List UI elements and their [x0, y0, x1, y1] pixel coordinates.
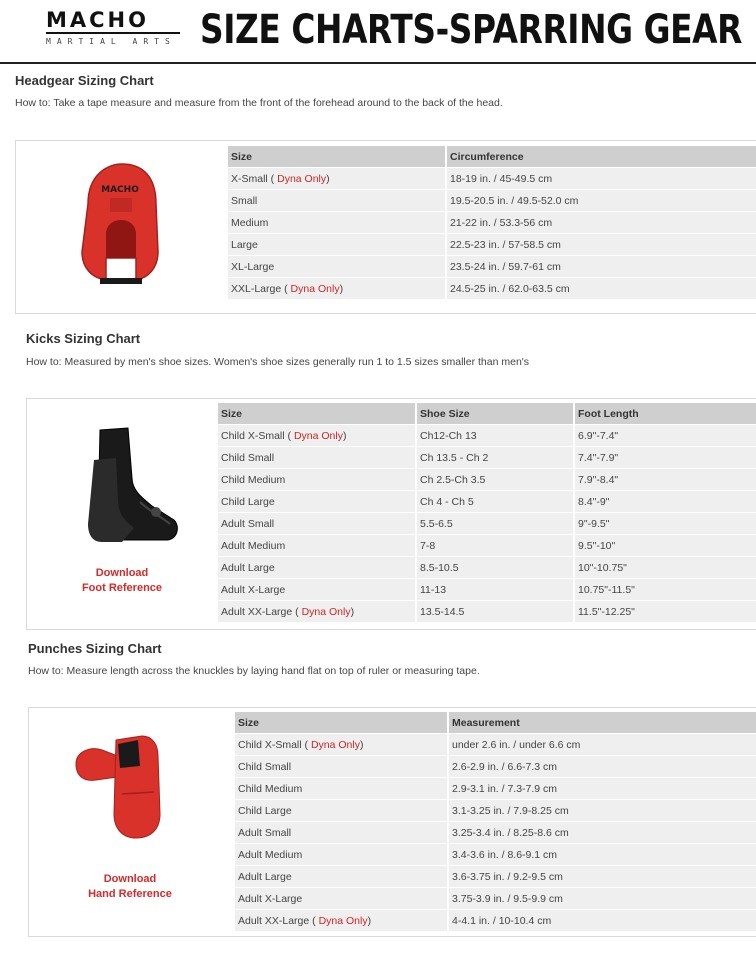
- kicks-section-title: Kicks Sizing Chart: [26, 331, 141, 346]
- table-row: [218, 469, 756, 491]
- size-label: Adult Large: [238, 870, 292, 883]
- table-row: [218, 601, 756, 623]
- shoe-cell: 5.5-6.5: [416, 513, 574, 535]
- table-row: [235, 910, 756, 932]
- size-cell: Adult XX-Large ( Dyna Only): [218, 601, 416, 623]
- length-cell: 8.4"-9": [574, 491, 756, 513]
- circumference-cell: 23.5-24 in. / 59.7-61 cm: [446, 256, 756, 278]
- shoe-cell: 7-8: [416, 535, 574, 557]
- download-hand-reference-link[interactable]: [80, 872, 180, 902]
- size-cell: [235, 888, 448, 910]
- measurement-cell: 4-4.1 in. / 10-10.4 cm: [448, 910, 756, 932]
- punches-section-title: Punches Sizing Chart: [28, 641, 162, 656]
- size-cell: [228, 190, 446, 212]
- measurement-cell: 3.1-3.25 in. / 7.9-8.25 cm: [448, 800, 756, 822]
- size-cell: Child X-Small ( Dyna Only): [235, 734, 448, 756]
- kicks-image: [82, 420, 182, 548]
- size-cell: [235, 800, 448, 822]
- dyna-only-note: Dyna Only: [293, 429, 343, 442]
- shoe-cell: 11-13: [416, 579, 574, 601]
- size-label: Child Large: [221, 495, 275, 508]
- size-label: Child X-Small: [238, 738, 302, 751]
- measurement-cell: 2.6-2.9 in. / 6.6-7.3 cm: [448, 756, 756, 778]
- size-label: Adult X-Large: [221, 583, 286, 596]
- measurement-cell: 2.9-3.1 in. / 7.3-7.9 cm: [448, 778, 756, 800]
- kicks-table: [218, 403, 756, 622]
- circumference-cell: 19.5-20.5 in. / 49.5-52.0 cm: [446, 190, 756, 212]
- size-cell: [218, 491, 416, 513]
- circumference-cell: 24.5-25 in. / 62.0-63.5 cm: [446, 278, 756, 300]
- length-cell: 6.9"-7.4": [574, 425, 756, 447]
- measurement-cell: 3.4-3.6 in. / 8.6-9.1 cm: [448, 844, 756, 866]
- size-cell: [218, 513, 416, 535]
- measurement-cell: 3.25-3.4 in. / 8.25-8.6 cm: [448, 822, 756, 844]
- shoe-cell: Ch 2.5-Ch 3.5: [416, 469, 574, 491]
- length-cell: 9"-9.5": [574, 513, 756, 535]
- table-header-row: [218, 403, 756, 425]
- size-label: X-Small: [231, 172, 268, 185]
- size-cell: [228, 212, 446, 234]
- shoe-cell: Ch 4 - Ch 5: [416, 491, 574, 513]
- dyna-only-note: Dyna Only: [310, 738, 360, 751]
- size-cell: [235, 778, 448, 800]
- size-cell: [228, 234, 446, 256]
- table-row: [218, 535, 756, 557]
- download-hand-label-line1: Download: [103, 873, 157, 885]
- size-cell: Child X-Small ( Dyna Only): [218, 425, 416, 447]
- size-label: XXL-Large: [231, 282, 282, 295]
- table-row: [218, 425, 756, 447]
- size-label: Adult Small: [238, 826, 292, 839]
- length-cell: 9.5"-10": [574, 535, 756, 557]
- column-header-size: Size: [218, 403, 416, 425]
- dyna-only-note: Dyna Only: [318, 914, 368, 927]
- logo-wordmark: MACHO: [46, 8, 180, 34]
- shoe-cell: 8.5-10.5: [416, 557, 574, 579]
- size-cell: [235, 756, 448, 778]
- table-row: [235, 800, 756, 822]
- size-cell: XXL-Large ( Dyna Only): [228, 278, 446, 300]
- size-cell: [228, 256, 446, 278]
- kicks-howto: How to: Measured by men's shoe sizes. Women's shoe sizes generally run 1 to 1.5 sizes smaller than men's: [26, 356, 530, 368]
- table-row: [218, 491, 756, 513]
- dyna-only-note: Dyna Only: [301, 605, 351, 618]
- table-row: [228, 256, 756, 278]
- circumference-cell: 22.5-23 in. / 57-58.5 cm: [446, 234, 756, 256]
- length-cell: 11.5"-12.25": [574, 601, 756, 623]
- size-label: Adult XX-Large: [221, 605, 293, 618]
- headgear-section-title: Headgear Sizing Chart: [15, 73, 154, 88]
- column-header-foot-length: Foot Length: [574, 403, 756, 425]
- table-row: [228, 212, 756, 234]
- table-row: [235, 866, 756, 888]
- measurement-cell: 3.6-3.75 in. / 9.2-9.5 cm: [448, 866, 756, 888]
- table-row: [235, 888, 756, 910]
- column-header-size: Size: [228, 146, 446, 168]
- size-cell: [218, 579, 416, 601]
- punches-image: [72, 734, 182, 844]
- size-label: Child Small: [238, 760, 292, 773]
- circumference-cell: 21-22 in. / 53.3-56 cm: [446, 212, 756, 234]
- size-label: Adult X-Large: [238, 892, 303, 905]
- table-header-row: [228, 146, 756, 168]
- headgear-image-label: MACHO: [101, 185, 139, 195]
- macho-logo[interactable]: [46, 8, 186, 48]
- size-label: XL-Large: [231, 260, 275, 273]
- size-cell: [218, 447, 416, 469]
- size-label: Child Small: [221, 451, 275, 464]
- table-row: [235, 756, 756, 778]
- headgear-howto: How to: Take a tape measure and measure from the front of the forehead around to the back of the head.: [15, 97, 503, 109]
- headgear-table: [228, 146, 756, 299]
- size-label: Child X-Small: [221, 429, 285, 442]
- size-cell: [235, 866, 448, 888]
- size-cell: [235, 822, 448, 844]
- column-header-circumference: Circumference: [446, 146, 756, 168]
- size-label: Child Medium: [238, 782, 303, 795]
- download-foot-label-line1: Download: [95, 567, 149, 579]
- table-row: [218, 579, 756, 601]
- table-header-row: [235, 712, 756, 734]
- size-cell: [218, 557, 416, 579]
- table-row: [218, 513, 756, 535]
- size-label: Large: [231, 238, 258, 251]
- measurement-cell: 3.75-3.9 in. / 9.5-9.9 cm: [448, 888, 756, 910]
- size-label: Medium: [231, 216, 269, 229]
- size-label: Adult Medium: [238, 848, 303, 861]
- shoe-cell: Ch12-Ch 13: [416, 425, 574, 447]
- shoe-cell: Ch 13.5 - Ch 2: [416, 447, 574, 469]
- dyna-only-note: Dyna Only: [277, 172, 327, 185]
- dyna-only-note: Dyna Only: [290, 282, 340, 295]
- punches-table: [235, 712, 756, 931]
- size-label: Adult XX-Large: [238, 914, 310, 927]
- length-cell: 10"-10.75": [574, 557, 756, 579]
- length-cell: 10.75"-11.5": [574, 579, 756, 601]
- table-row: [218, 447, 756, 469]
- measurement-cell: under 2.6 in. / under 6.6 cm: [448, 734, 756, 756]
- size-cell: [235, 844, 448, 866]
- page-header: [0, 0, 756, 64]
- headgear-image: [70, 160, 170, 288]
- size-label: Adult Large: [221, 561, 275, 574]
- punches-howto: How to: Measure length across the knuckles by laying hand flat on top of ruler or measuring tape.: [28, 665, 480, 677]
- size-cell: X-Small ( Dyna Only): [228, 168, 446, 190]
- length-cell: 7.9"-8.4": [574, 469, 756, 491]
- page-title: SIZE CHARTS-SPARRING GEAR: [199, 7, 742, 53]
- size-label: Adult Medium: [221, 539, 286, 552]
- column-header-size: Size: [235, 712, 448, 734]
- column-header-shoe-size: Shoe Size: [416, 403, 574, 425]
- table-row: [235, 778, 756, 800]
- size-cell: [218, 535, 416, 557]
- size-label: Small: [231, 194, 258, 207]
- size-cell: Adult XX-Large ( Dyna Only): [235, 910, 448, 932]
- download-foot-reference-link[interactable]: [72, 566, 172, 596]
- table-row: [228, 168, 756, 190]
- size-label: Child Large: [238, 804, 292, 817]
- table-row: [235, 844, 756, 866]
- table-row: [235, 734, 756, 756]
- logo-tagline: MARTIAL ARTS: [46, 37, 176, 46]
- circumference-cell: 18-19 in. / 45-49.5 cm: [446, 168, 756, 190]
- column-header-measurement: Measurement: [448, 712, 756, 734]
- table-row: [235, 822, 756, 844]
- length-cell: 7.4"-7.9": [574, 447, 756, 469]
- table-row: [228, 190, 756, 212]
- table-row: [228, 234, 756, 256]
- size-cell: [218, 469, 416, 491]
- size-label: Adult Small: [221, 517, 275, 530]
- download-foot-label-line2: Foot Reference: [81, 582, 163, 594]
- download-hand-label-line2: Hand Reference: [88, 888, 172, 900]
- shoe-cell: 13.5-14.5: [416, 601, 574, 623]
- size-label: Child Medium: [221, 473, 286, 486]
- table-row: [218, 557, 756, 579]
- table-row: [228, 278, 756, 300]
